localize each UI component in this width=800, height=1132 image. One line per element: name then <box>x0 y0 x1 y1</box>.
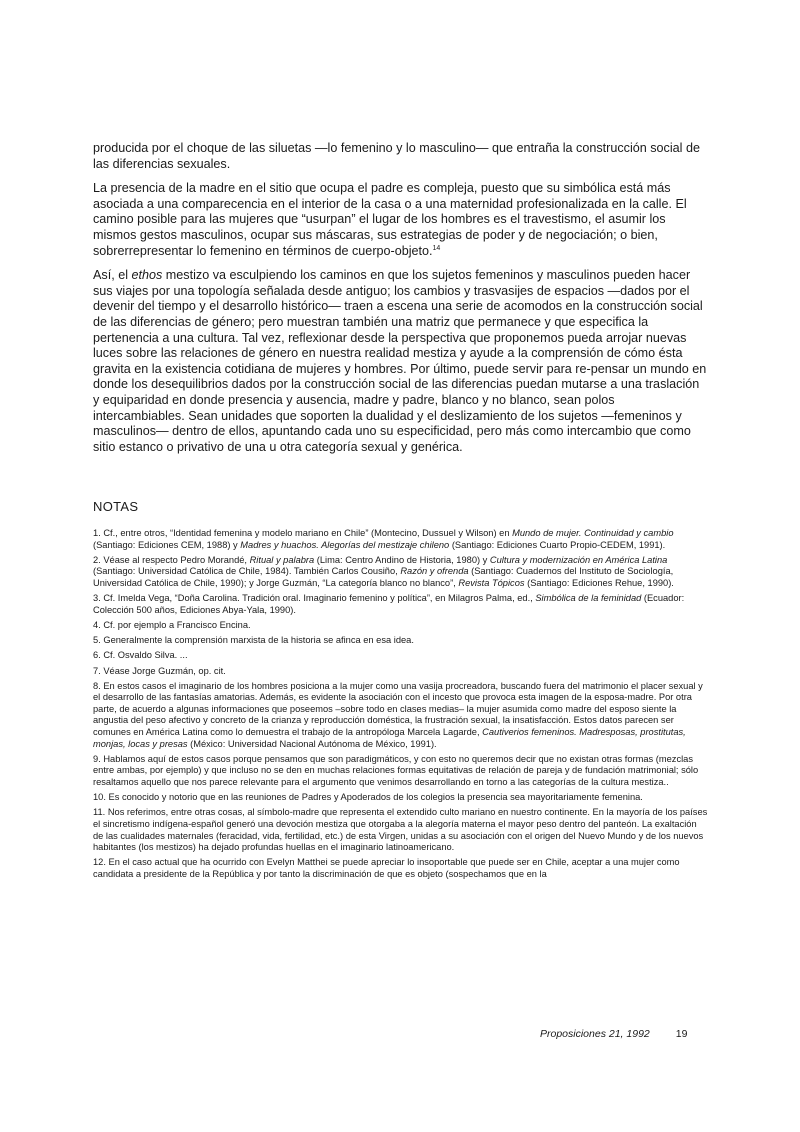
note-2: 2. Véase al respecto Pedro Morandé, Ritual y palabra (Lima: Centro Andino de Historia, 1980) y Cultura y modernización en América Latina (Santiago: Universidad Católica de Chile, 1984). También Carlos Cousiño, Razón y ofrenda (Santiago: Cuadernos del Instituto de Sociología, Universidad Católica de Chile, 1990); y Jorge Guzmán, “La categoría blanco no blanco”, Revista Tópicos (Santiago: Ediciones Rehue, 1990). <box>93 554 674 588</box>
main-text <box>93 141 708 464</box>
page-number: 19 <box>675 1028 688 1040</box>
notes-list <box>93 528 708 884</box>
notes-heading: NOTAS <box>93 499 139 514</box>
note-6: 6. Cf. Osvaldo Silva. ... <box>93 650 188 661</box>
footnote-ref: 14 <box>432 244 441 252</box>
italic-term: ethos <box>131 268 163 283</box>
paragraph <box>93 181 708 259</box>
paragraph-text: producida por el choque de las siluetas —lo femenino y lo masculino— que entraña la construcción social de las diferencias sexuales. <box>93 141 700 171</box>
note-5: 5. Generalmente la comprensión marxista de la historia se afinca en esa idea. <box>93 635 414 646</box>
page-footer <box>540 1028 687 1040</box>
paragraph-text: La presencia de la madre en el sitio que ocupa el padre es compleja, puesto que su simbólica está más asociada a una comparecencia en el interior de la casa o a una maternidad profesionalizada en la calle. El camino posible para las mujeres que “usurpan” el lugar de los hombres es el travestismo, el asumir los mismos gestos masculinos, ocupar sus máscaras, sus estrategias de poder y de negociación; o bien, sobrerrepresentar lo femenino en términos de cuerpo-objeto. <box>93 181 687 258</box>
paragraph-text: Así, el <box>93 268 132 283</box>
note-4: 4. Cf. por ejemplo a Francisco Encina. <box>93 619 251 630</box>
paragraph-text: mestizo va esculpiendo los caminos en que los sujetos femeninos y masculinos pueden hacer sus viajes por una topología señalada desde antiguo; los cambios y trasvasijes de espacios —dados por el devenir del tiempo y el desarrollo histórico— traen a escena una serie de acomodos en la construcción social de las diferencias de género; pero muestran también una matriz que permanece y que especifica la pertenencia a una cultura. Tal vez, reflexionar desde la perspectiva que proponemos pueda arrojar nuevas luces sobre las relaciones de género en nuestra realidad mestiza y ayude a la comprensión de cómo ésta gravita en la existencia cotidiana de mujeres y hombres. Por último, puede servir para re-pensar un mundo en donde los desequilibrios dados por la construcción social de las diferencias puedan mutarse a una traslación y equiparidad en donde presencia y ausencia, madre y padre, blanco y no blanco, sean polos intercambiables. Sean unidades que soporten la dualidad y el deslizamiento de los sujetos —femeninos y masculinos— dentro de ellos, apuntando cada uno su especificidad, pero más como intercambio que como sitio estanco o privativo de una u otra categoría sexual y genérica. <box>93 268 707 454</box>
note-11: 11. Nos referimos, entre otras cosas, al símbolo-madre que representa el extendido culto mariano en nuestro continente. En la mayoría de los países el sincretismo indígena-español generó una devoción mestiza que otorgaba a la alegoría materna el mayor peso dentro del panteón. La exaltación de las cualidades maternales (feracidad, vida, fertilidad, etc.) de esta Virgen, unidas a su asociación con el origen del Nuevo Mundo y de los nuevos habitantes (los mestizos) ha dejado profundas huellas en el imaginario latinoamericano. <box>93 807 708 853</box>
paragraph <box>93 141 708 172</box>
paragraph <box>93 268 708 455</box>
note-10: 10. Es conocido y notorio que en las reuniones de Padres y Apoderados de los colegios la presencia sea mayoritariamente femenina. <box>93 792 643 803</box>
note-8: 8. En estos casos el imaginario de los hombres posiciona a la mujer como una vasija procreadora, buscando fuera del matrimonio el placer sexual y el desarrollo de las fantasías amatorias. Además, es evidente la asociación con el incesto que provoca esta imagen de la esposa-madre. Por otra parte, de acuerdo a algunas informaciones que poseemos –sobre todo en clases medias– la mujer asumida como madre del esposo siente la angustia del peso afectivo y concreto de la crianza y reproducción doméstica, la frustración sexual, la insatisfacción. Estos datos parecen ser comunes en América Latina como lo demuestra el trabajo de la antropóloga Marcela Lagarde, Cautiverios femeninos. Madresposas, prostitutas, monjas, locas y presas (México: Universidad Nacional Autónoma de México, 1991). <box>93 680 703 749</box>
note-9: 9. Hablamos aquí de estos casos porque pensamos que son paradigmáticos, y con esto no queremos decir que no existan otras formas (mezclas entre ambas, por ejemplo) y que incluso no se den en muchas relaciones formas equitativas de relación de pareja y de fundación matrimonial; sólo resaltamos aquello que nos parece relevante para el argumento que venimos desarrollando en torno a las categorías de la cultura mestiza.. <box>93 753 699 788</box>
journal-citation: Proposiciones 21, 1992 <box>540 1028 650 1040</box>
note-7: 7. Véase Jorge Guzmán, op. cit. <box>93 665 226 676</box>
note-1: 1. Cf., entre otros, “Identidad femenina y modelo mariano en Chile” (Montecino, Dussuel y Wilson) en Mundo de mujer. Continuidad y cambio (Santiago: Ediciones CEM, 1988) y Madres y huachos. Alegorías del mestizaje chileno (Santiago: Ediciones Cuarto Propio-CEDEM, 1991). <box>93 528 674 550</box>
note-3: 3. Cf. Imelda Vega, “Doña Carolina. Tradición oral. Imaginario femenino y política”, en Milagros Palma, ed., Simbólica de la feminidad (Ecuador: Colección 500 años, Ediciones Abya-Yala, 1990). <box>93 593 685 615</box>
note-12: 12. En el caso actual que ha ocurrido con Evelyn Matthei se puede apreciar lo insoportable que puede ser en Chile, aceptar a una mujer como candidata a presidente de la República y por tanto la discriminación de que es objeto (sospechamos que en la <box>93 857 680 879</box>
